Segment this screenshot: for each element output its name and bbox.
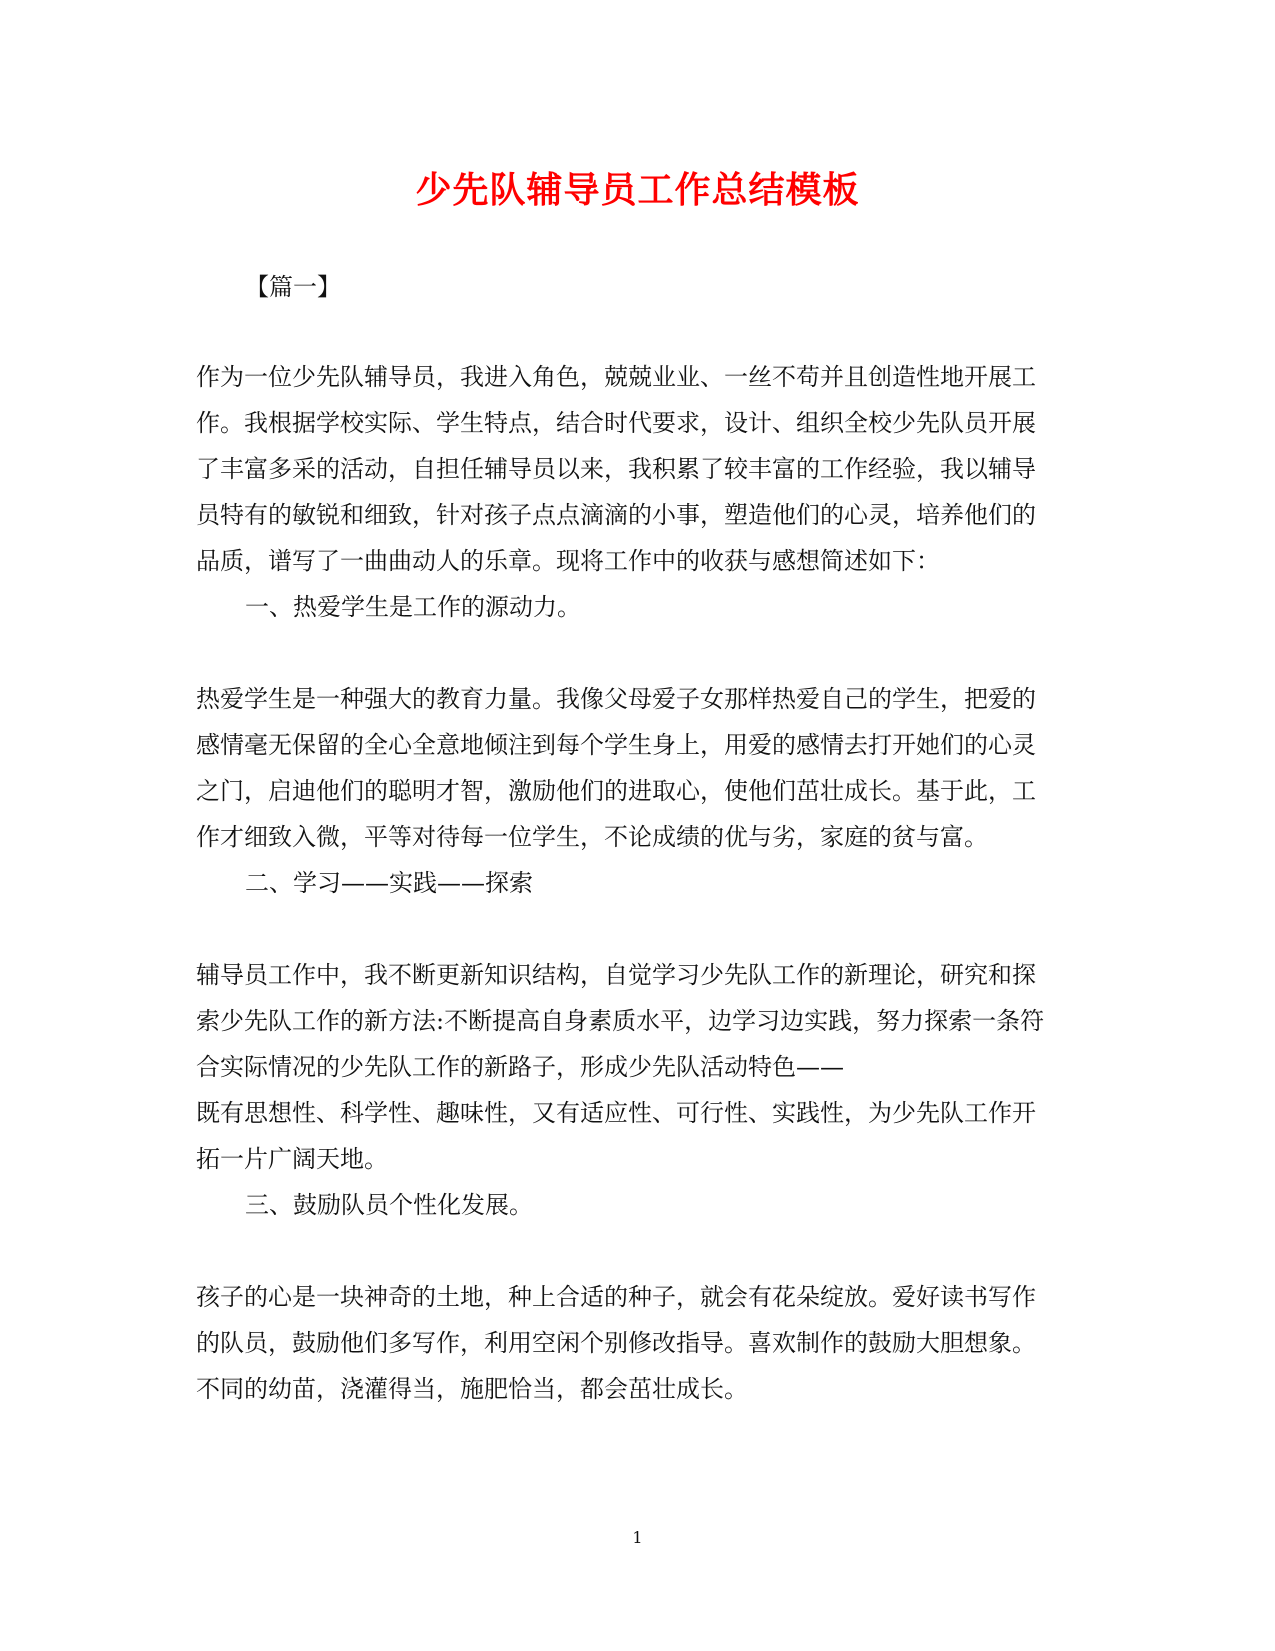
- part-label: 【篇一】: [245, 273, 341, 301]
- document-title: 少先队辅导员工作总结模板: [415, 169, 860, 211]
- paragraph-line: 既有思想性、科学性、趣味性，又有适应性、可行性、实践性，为少先队工作开: [196, 1099, 1036, 1127]
- section-heading: 三、鼓励队员个性化发展。: [245, 1191, 533, 1219]
- paragraph-line: 不同的幼苗，浇灌得当，施肥恰当，都会茁壮成长。: [196, 1375, 748, 1403]
- paragraph-line: 作。我根据学校实际、学生特点，结合时代要求，设计、组织全校少先队员开展: [196, 409, 1036, 437]
- paragraph-line: 孩子的心是一块神奇的土地，种上合适的种子，就会有花朵绽放。爱好读书写作: [196, 1283, 1036, 1311]
- paragraph-line: 拓一片广阔天地。: [196, 1145, 388, 1173]
- paragraph-line: 感情毫无保留的全心全意地倾注到每个学生身上，用爱的感情去打开她们的心灵: [196, 731, 1036, 759]
- paragraph-line: 员特有的敏锐和细致，针对孩子点点滴滴的小事，塑造他们的心灵，培养他们的: [196, 501, 1036, 529]
- paragraph-line: 作才细致入微，平等对待每一位学生，不论成绩的优与劣，家庭的贫与富。: [196, 823, 988, 851]
- page-number: 1: [632, 1528, 643, 1547]
- paragraph-line: 辅导员工作中，我不断更新知识结构，自觉学习少先队工作的新理论，研究和探: [196, 961, 1036, 989]
- paragraph-line: 索少先队工作的新方法:不断提高自身素质水平，边学习边实践，努力探索一条符: [196, 1007, 1045, 1035]
- paragraph-line: 了丰富多采的活动，自担任辅导员以来，我积累了较丰富的工作经验，我以辅导: [196, 455, 1036, 483]
- section-heading: 一、热爱学生是工作的源动力。: [245, 593, 581, 621]
- paragraph-line: 的队员，鼓励他们多写作，利用空闲个别修改指导。喜欢制作的鼓励大胆想象。: [196, 1329, 1036, 1357]
- paragraph-line: 之门，启迪他们的聪明才智，激励他们的进取心，使他们茁壮成长。基于此，工: [196, 777, 1036, 805]
- section-heading: 二、学习——实践——探索: [245, 869, 533, 897]
- paragraph-line: 作为一位少先队辅导员，我进入角色，兢兢业业、一丝不苟并且创造性地开展工: [196, 363, 1036, 391]
- paragraph-line: 品质，谱写了一曲曲动人的乐章。现将工作中的收获与感想简述如下：: [196, 547, 940, 575]
- paragraph-line: 合实际情况的少先队工作的新路子，形成少先队活动特色——: [196, 1053, 844, 1081]
- paragraph-line: 热爱学生是一种强大的教育力量。我像父母爱子女那样热爱自己的学生，把爱的: [196, 685, 1036, 713]
